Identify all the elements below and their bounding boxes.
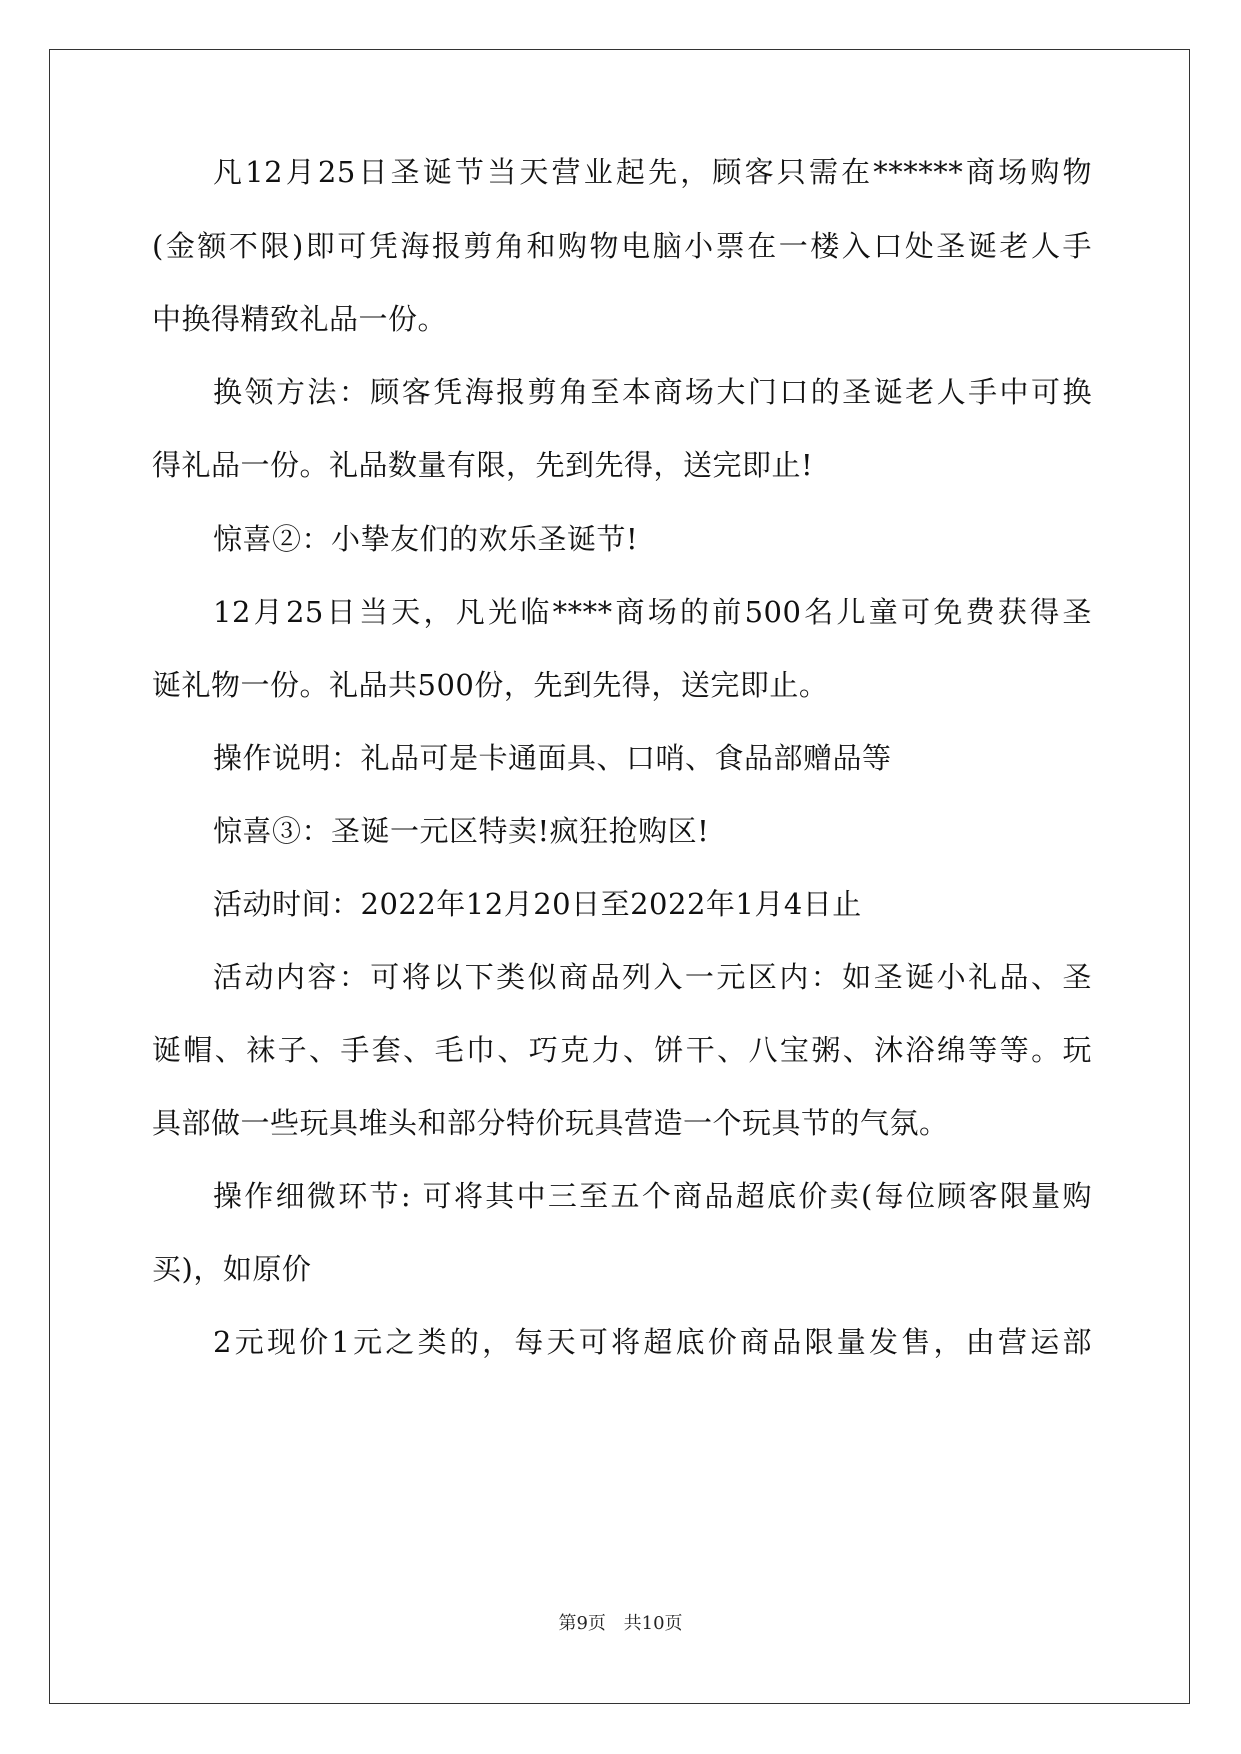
page-total: 共10页 — [623, 1613, 683, 1634]
paragraph-line: 2元现价1元之类的，每天可将超底价商品限量发售，由营运部 — [213, 1325, 1092, 1359]
paragraph-line: 买)，如原价 — [152, 1252, 312, 1286]
page-border — [49, 49, 1190, 1704]
paragraph-line: 活动时间：2022年12月20日至2022年1月4日止 — [213, 887, 862, 921]
paragraph-line: 12月25日当天，凡光临****商场的前500名儿童可免费获得圣 — [213, 595, 1092, 629]
paragraph-line: 凡12月25日圣诞节当天营业起先，顾客只需在******商场购物 — [213, 155, 1092, 189]
paragraph-line: 诞帽、袜子、手套、毛巾、巧克力、饼干、八宝粥、沐浴绵等等。玩 — [152, 1033, 1092, 1067]
page-number: 第9页 — [558, 1613, 606, 1634]
paragraph-line: 得礼品一份。礼品数量有限，先到先得，送完即止! — [152, 448, 814, 482]
section-heading: 惊喜②：小挚友们的欢乐圣诞节! — [213, 522, 639, 556]
paragraph-line: 活动内容：可将以下类似商品列入一元区内：如圣诞小礼品、圣 — [213, 960, 1092, 994]
paragraph-line: 诞礼物一份。礼品共500份，先到先得，送完即止。 — [152, 668, 829, 702]
paragraph-line: 操作说明：礼品可是卡通面具、口哨、食品部赠品等 — [213, 741, 892, 775]
paragraph-line: 换领方法：顾客凭海报剪角至本商场大门口的圣诞老人手中可换 — [213, 375, 1092, 409]
page-footer — [0, 1612, 1241, 1636]
paragraph-line: 操作细微环节: 可将其中三至五个商品超底价卖(每位顾客限量购 — [213, 1179, 1092, 1213]
paragraph-line: 中换得精致礼品一份。 — [152, 302, 448, 336]
paragraph-line: (金额不限)即可凭海报剪角和购物电脑小票在一楼入口处圣诞老人手 — [152, 229, 1092, 263]
paragraph-line: 具部做一些玩具堆头和部分特价玩具营造一个玩具节的气氛。 — [152, 1106, 949, 1140]
section-heading: 惊喜③：圣诞一元区特卖!疯狂抢购区! — [213, 814, 710, 848]
